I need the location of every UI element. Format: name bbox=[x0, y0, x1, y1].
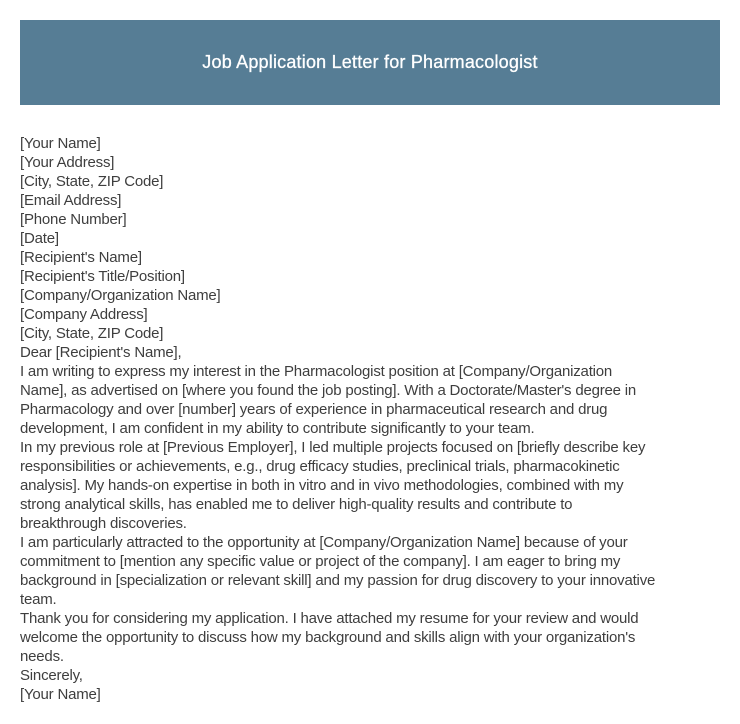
text-line: [City, State, ZIP Code] bbox=[20, 173, 164, 190]
document-title-banner bbox=[20, 20, 720, 105]
text-line: [Recipient's Title/Position] bbox=[20, 268, 185, 285]
text-line: background in [specialization or relevant skill] and my passion for drug discovery to your innovative bbox=[20, 572, 656, 589]
text-line: strong analytical skills, has enabled me to deliver high-quality results and contribute to bbox=[20, 496, 573, 513]
text-line: Thank you for considering my application. I have attached my resume for your review and would bbox=[20, 610, 639, 627]
text-line: [Company Address] bbox=[20, 306, 148, 323]
text-line: Name], as advertised on [where you found the job posting]. With a Doctorate/Master's degree in bbox=[20, 382, 637, 399]
paragraph-motivation bbox=[20, 533, 732, 609]
text-line: [Phone Number] bbox=[20, 211, 127, 228]
letter-body bbox=[20, 134, 732, 704]
text-line: [Email Address] bbox=[20, 192, 122, 209]
signature: [Your Name] bbox=[20, 686, 101, 703]
document-title: Job Application Letter for Pharmacologist bbox=[202, 52, 538, 72]
salutation: Dear [Recipient's Name], bbox=[20, 344, 182, 361]
text-line: [Recipient's Name] bbox=[20, 249, 142, 266]
text-line: welcome the opportunity to discuss how my background and skills align with your organization's bbox=[20, 629, 636, 646]
text-line: I am particularly attracted to the opportunity at [Company/Organization Name] because of your bbox=[20, 534, 628, 551]
text-line: needs. bbox=[20, 648, 64, 665]
recipient-block bbox=[20, 248, 732, 343]
text-line: [Your Name] bbox=[20, 135, 101, 152]
text-line: In my previous role at [Previous Employer], I led multiple projects focused on [briefly describe key bbox=[20, 439, 646, 456]
text-line: development, I am confident in my ability to contribute significantly to your team. bbox=[20, 420, 535, 437]
text-line: [Date] bbox=[20, 230, 59, 247]
paragraph-thanks bbox=[20, 609, 732, 666]
text-line: commitment to [mention any specific value or project of the company]. I am eager to bring my bbox=[20, 553, 621, 570]
sender-block bbox=[20, 134, 732, 248]
text-line: breakthrough discoveries. bbox=[20, 515, 187, 532]
text-line: team. bbox=[20, 591, 57, 608]
closing: Sincerely, bbox=[20, 667, 83, 684]
text-line: responsibilities or achievements, e.g., drug efficacy studies, preclinical trials, pharmacokinetic bbox=[20, 458, 620, 475]
text-line: analysis]. My hands-on expertise in both in vitro and in vivo methodologies, combined with my bbox=[20, 477, 624, 494]
paragraph-experience bbox=[20, 438, 732, 533]
text-line: Pharmacology and over [number] years of experience in pharmaceutical research and drug bbox=[20, 401, 608, 418]
text-line: I am writing to express my interest in the Pharmacologist position at [Company/Organization bbox=[20, 363, 613, 380]
text-line: [Your Address] bbox=[20, 154, 115, 171]
text-line: [City, State, ZIP Code] bbox=[20, 325, 164, 342]
paragraph-interest bbox=[20, 362, 732, 438]
text-line: [Company/Organization Name] bbox=[20, 287, 221, 304]
